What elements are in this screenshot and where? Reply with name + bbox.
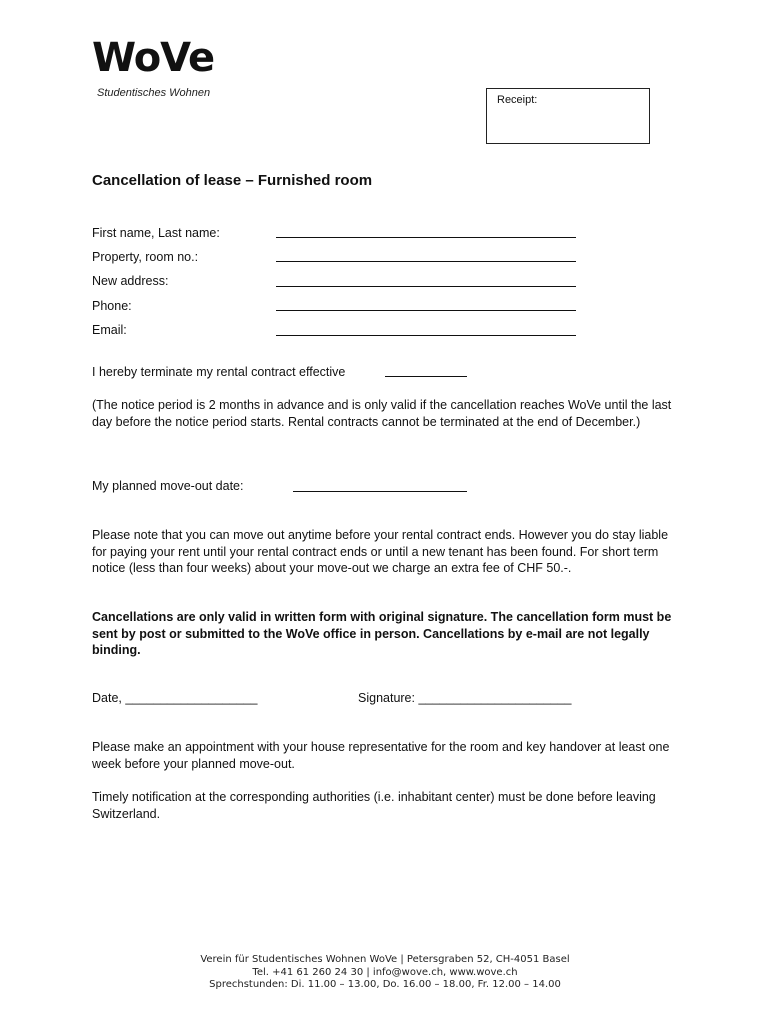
logo-tagline: Studentisches Wohnen: [97, 87, 211, 99]
footer-contact: Tel. +41 61 260 24 30 | info@wove.ch, www.wove.ch: [252, 966, 518, 978]
move-out-label: My planned move-out date:: [92, 479, 244, 493]
appointment-text: Please make an appointment with your house representative for the room and key handover at least one week before your planned move-out.: [92, 740, 670, 771]
liability-note: Please note that you can move out anytime before your rental contract ends. However you do stay liable for paying your rent until your rental contract ends or until a new tenant has been found. For short term notice (less than four weeks) about your move-out we charge an extra fee of CHF 50.-.: [92, 528, 669, 576]
footer: [0, 954, 770, 992]
new-address-field[interactable]: [276, 286, 576, 287]
effective-date-field[interactable]: [385, 376, 467, 377]
property-room-field[interactable]: [276, 261, 576, 262]
receipt-label: Receipt:: [497, 94, 538, 106]
terminate-statement: I hereby terminate my rental contract effective: [92, 365, 346, 379]
footer-office-hours: Sprechstunden: Di. 11.00 – 13.00, Do. 16.00 – 18.00, Fr. 12.00 – 14.00: [209, 979, 561, 990]
validity-notice: Cancellations are only valid in written form with original signature. The cancellation form must be sent by post or submitted to the WoVe office in person. Cancellations by e-mail are not legally binding.: [92, 610, 672, 658]
email-field[interactable]: [276, 335, 576, 336]
wove-logo: WoVe: [92, 35, 215, 81]
notice-period-text: (The notice period is 2 months in advance and is only valid if the cancellation reaches WoVe until the last day before the notice period starts. Rental contracts cannot be terminated at the end of December.): [92, 398, 672, 429]
phone-label: Phone:: [92, 299, 132, 313]
property-room-label: Property, room no.:: [92, 250, 199, 264]
signature-field[interactable]: Signature: ______________________: [358, 691, 572, 705]
authorities-text: Timely notification at the corresponding authorities (i.e. inhabitant center) must be done before leaving Switzerland.: [92, 790, 656, 821]
phone-field[interactable]: [276, 310, 576, 311]
receipt-box: [486, 88, 650, 144]
email-label: Email:: [92, 323, 127, 337]
first-last-name-label: First name, Last name:: [92, 226, 220, 240]
move-out-date-field[interactable]: [293, 491, 467, 492]
page-title: Cancellation of lease – Furnished room: [92, 172, 373, 189]
new-address-label: New address:: [92, 274, 169, 288]
footer-address: Verein für Studentisches Wohnen WoVe | Petersgraben 52, CH-4051 Basel: [200, 954, 570, 965]
date-field[interactable]: Date, ___________________: [92, 691, 258, 705]
first-last-name-field[interactable]: [276, 237, 576, 238]
